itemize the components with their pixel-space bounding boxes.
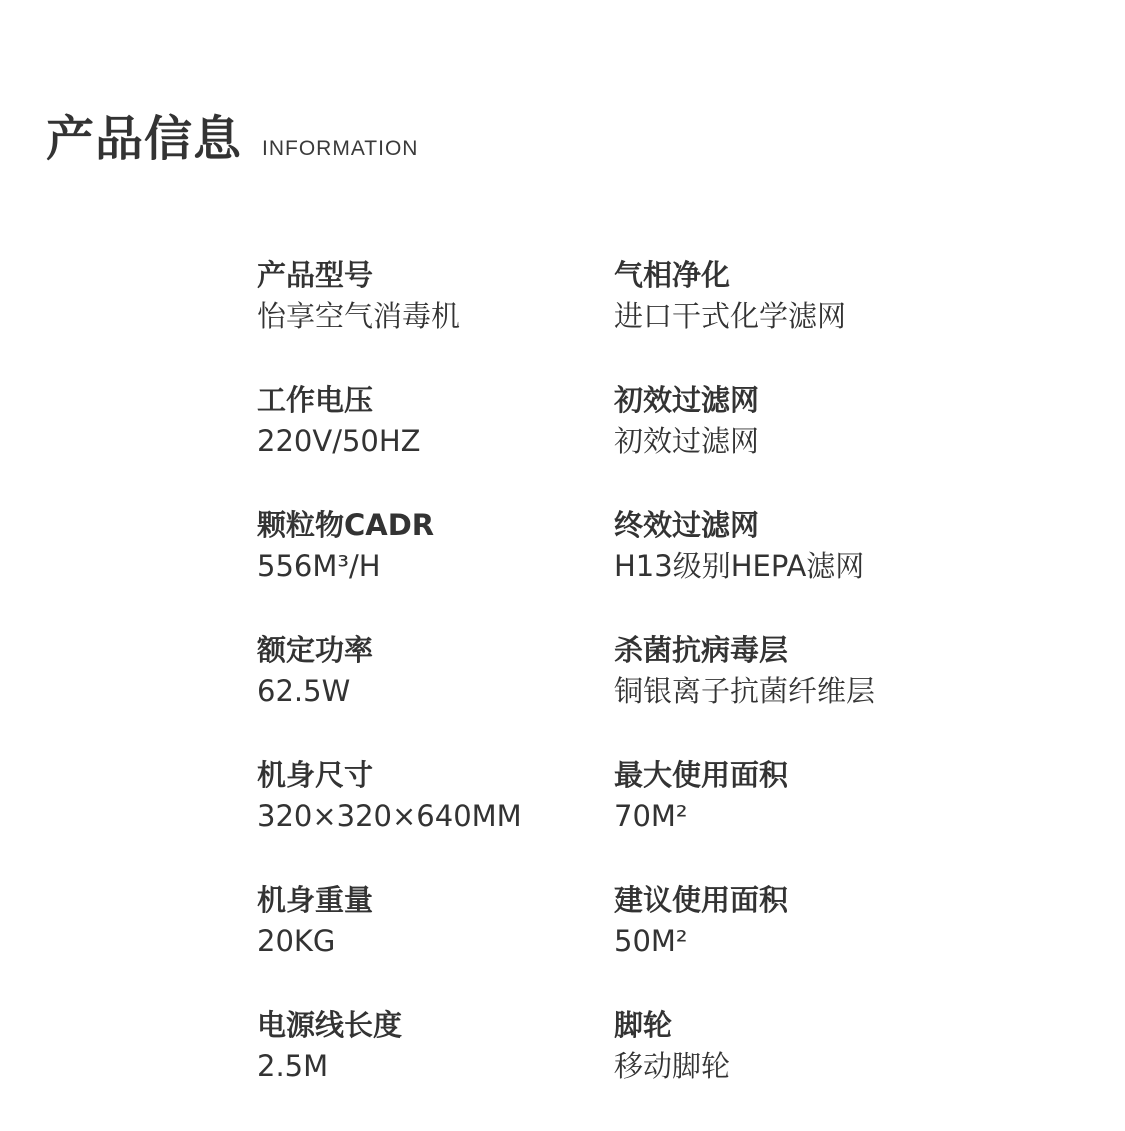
spec-label: 机身尺寸	[257, 758, 374, 792]
spec-value: 2.5M	[257, 1049, 329, 1083]
spec-label: 初效过滤网	[614, 383, 760, 417]
spec-casters	[614, 1006, 954, 1131]
spec-recommended-area	[614, 881, 954, 1006]
spec-max-area	[614, 756, 954, 881]
spec-value: 320×320×640MM	[257, 799, 522, 833]
spec-value: 怡享空气消毒机	[257, 299, 461, 333]
spec-value: 70M²	[614, 799, 688, 833]
spec-label: 最大使用面积	[614, 758, 789, 792]
page-header	[46, 100, 418, 169]
spec-label: 机身重量	[257, 883, 374, 917]
page-subtitle: INFORMATION	[262, 137, 419, 160]
spec-weight	[257, 881, 614, 1006]
spec-rated-power	[257, 631, 614, 756]
spec-label: 脚轮	[614, 1008, 673, 1042]
spec-label: 电源线长度	[257, 1008, 403, 1042]
spec-value: 移动脚轮	[614, 1049, 731, 1083]
spec-cord-length	[257, 1006, 614, 1131]
spec-label: 工作电压	[257, 383, 374, 417]
spec-value: 进口干式化学滤网	[614, 299, 847, 333]
spec-model	[257, 256, 614, 381]
spec-value: 20KG	[257, 924, 336, 958]
spec-grid	[257, 256, 957, 1131]
spec-value: 50M²	[614, 924, 688, 958]
spec-dimensions	[257, 756, 614, 881]
spec-value: 62.5W	[257, 674, 351, 708]
spec-label: 颗粒物CADR	[257, 508, 435, 542]
spec-voltage	[257, 381, 614, 506]
spec-label: 建议使用面积	[614, 883, 789, 917]
spec-value: 220V/50HZ	[257, 424, 421, 458]
spec-label: 杀菌抗病毒层	[614, 633, 789, 667]
spec-final-filter	[614, 506, 954, 631]
spec-value: 初效过滤网	[614, 424, 760, 458]
spec-value: 556M³/H	[257, 549, 381, 583]
spec-label: 产品型号	[257, 258, 374, 292]
spec-value: H13级别HEPA滤网	[614, 549, 865, 583]
spec-gas-purification	[614, 256, 954, 381]
spec-label: 额定功率	[257, 633, 374, 667]
page-title: 产品信息	[46, 111, 243, 167]
spec-value: 铜银离子抗菌纤维层	[614, 674, 876, 708]
spec-label: 终效过滤网	[614, 508, 760, 542]
spec-primary-filter	[614, 381, 954, 506]
spec-label: 气相净化	[614, 258, 731, 292]
spec-antivirus-layer	[614, 631, 954, 756]
spec-cadr	[257, 506, 614, 631]
